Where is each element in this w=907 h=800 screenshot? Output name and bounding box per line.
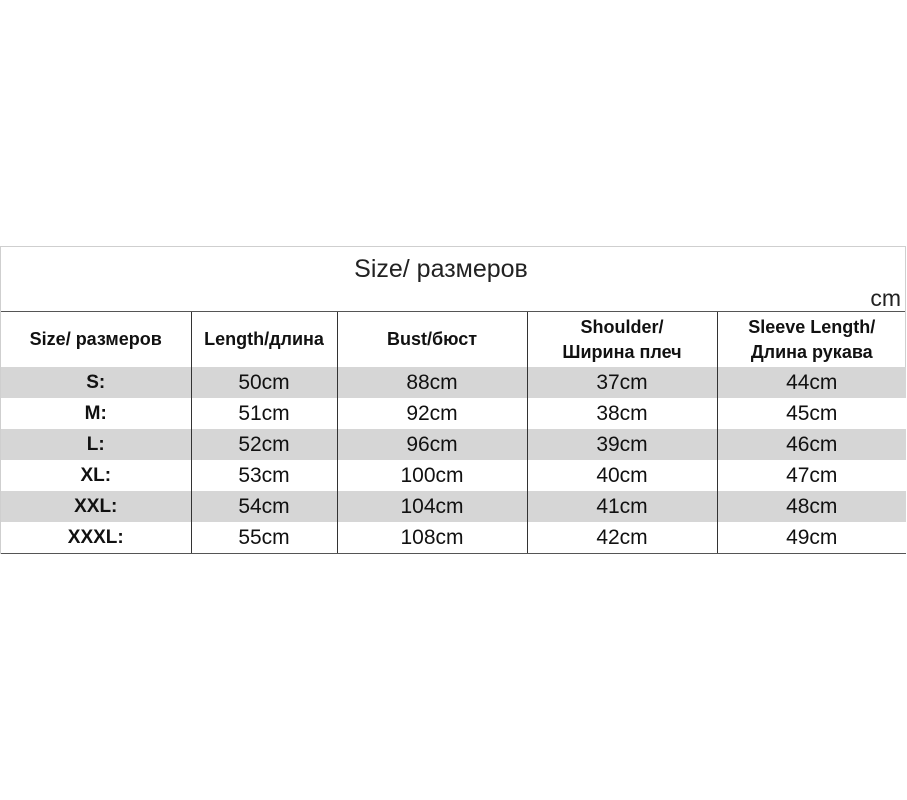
size-table xyxy=(1,312,906,554)
size-cell: XXL: xyxy=(1,491,191,522)
bust-cell: 96cm xyxy=(337,429,527,460)
length-cell: 55cm xyxy=(191,522,337,554)
table-row xyxy=(1,460,906,491)
sleeve-cell: 47cm xyxy=(717,460,906,491)
column-header-shoulder xyxy=(527,312,717,367)
column-header-length xyxy=(191,312,337,367)
chart-unit: cm xyxy=(870,285,901,311)
size-cell: M: xyxy=(1,398,191,429)
length-cell: 51cm xyxy=(191,398,337,429)
table-row xyxy=(1,367,906,398)
shoulder-cell: 39cm xyxy=(527,429,717,460)
table-header-row xyxy=(1,312,906,367)
sleeve-cell: 45cm xyxy=(717,398,906,429)
size-cell: L: xyxy=(1,429,191,460)
shoulder-cell: 40cm xyxy=(527,460,717,491)
column-header-line: Length/длина xyxy=(204,329,324,349)
column-header-line: Ширина плеч xyxy=(562,341,682,362)
sleeve-cell: 44cm xyxy=(717,367,906,398)
column-header-line: Size/ размеров xyxy=(29,329,162,349)
table-row xyxy=(1,522,906,554)
column-header-size xyxy=(1,312,191,367)
size-cell: XL: xyxy=(1,460,191,491)
sleeve-cell: 49cm xyxy=(717,522,906,554)
table-row xyxy=(1,491,906,522)
shoulder-cell: 42cm xyxy=(527,522,717,554)
length-cell: 54cm xyxy=(191,491,337,522)
sleeve-cell: 46cm xyxy=(717,429,906,460)
bust-cell: 100cm xyxy=(337,460,527,491)
column-header-line: Bust/бюст xyxy=(386,329,478,349)
length-cell: 53cm xyxy=(191,460,337,491)
length-cell: 52cm xyxy=(191,429,337,460)
size-chart xyxy=(0,246,906,554)
column-header-line: Sleeve Length/ xyxy=(748,316,876,337)
shoulder-cell: 41cm xyxy=(527,491,717,522)
bust-cell: 104cm xyxy=(337,491,527,522)
shoulder-cell: 37cm xyxy=(527,367,717,398)
bust-cell: 92cm xyxy=(337,398,527,429)
table-row xyxy=(1,398,906,429)
bust-cell: 108cm xyxy=(337,522,527,554)
length-cell: 50cm xyxy=(191,367,337,398)
column-header-line: Длина рукава xyxy=(750,341,873,362)
column-header-line: Shoulder/ xyxy=(580,316,664,337)
column-header-bust xyxy=(337,312,527,367)
table-row xyxy=(1,429,906,460)
shoulder-cell: 38cm xyxy=(527,398,717,429)
column-header-sleeve xyxy=(717,312,906,367)
size-cell: S: xyxy=(1,367,191,398)
chart-header xyxy=(1,247,905,312)
sleeve-cell: 48cm xyxy=(717,491,906,522)
size-cell: XXXL: xyxy=(1,522,191,554)
bust-cell: 88cm xyxy=(337,367,527,398)
chart-title: Size/ размеров xyxy=(354,255,528,283)
